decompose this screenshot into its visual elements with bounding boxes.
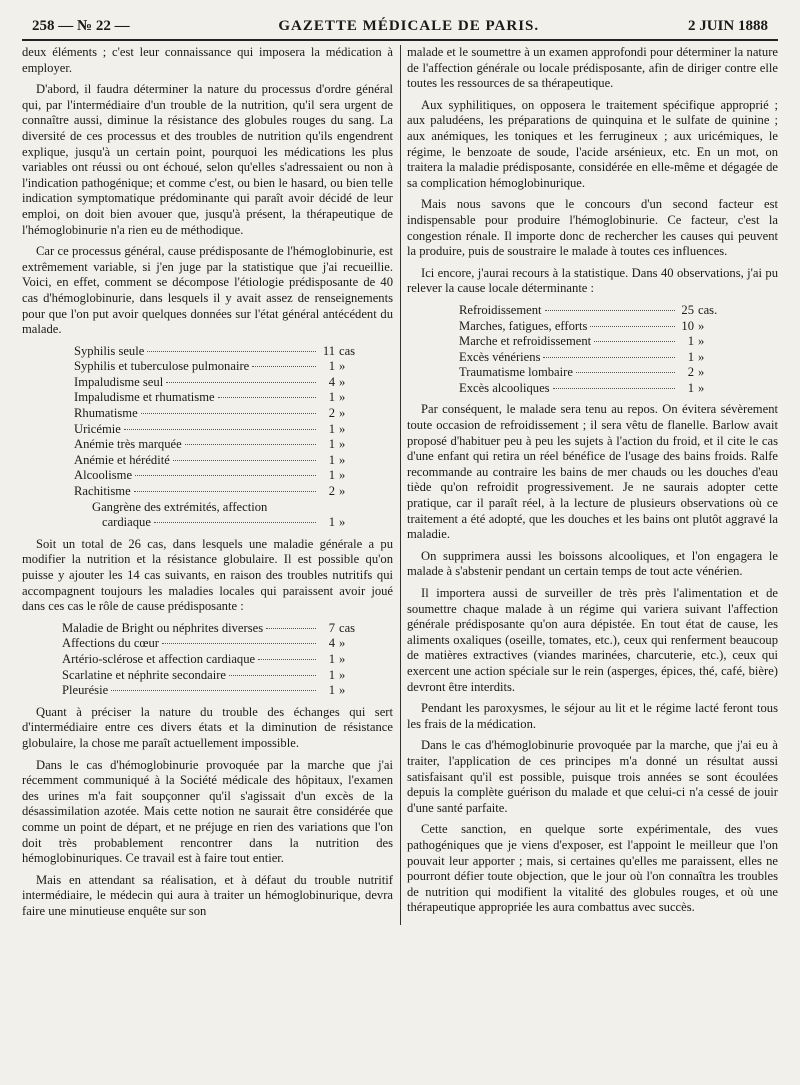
paragraph: malade et le soumettre à un examen approfondi pour déterminer la nature de l'affection générale ou locale prédisposante, afin de diriger contre elle toutes les ressources de sa thérapeutique. (407, 45, 778, 91)
row-label: Artério-sclérose et affection cardiaque (62, 651, 256, 666)
paragraph: Par conséquent, le malade sera tenu au repos. On évitera sévèrement toute occasion de refroidissement ; il sera vêtu de flanelle. Barlow avait proposé d'habituer peu à peu les sujets à l'action du froid, et il cite le cas d'une enfant qui retira un réel bénéfice de l'usage des bains froids. Ralfe recommande au contraire les bains de mer chauds ou les douches d'eau tiède qu'on refroidit progressivement. Je ne saurais adopter cette pratique, car il paraît réel, à la lecture de plusieurs observations où ce traitement a été adopté, que les douches et les bains ont plutôt aggravé la maladie. (407, 402, 778, 542)
row-unit: » (339, 406, 346, 421)
row-unit: » (339, 683, 346, 698)
row-unit: cas (339, 620, 356, 635)
row-label: Anémie et hérédité (74, 452, 170, 467)
right-column (407, 45, 778, 925)
table-row (459, 365, 728, 381)
paragraph: deux éléments ; c'est leur connaissance qui imposera la médication à employer. (22, 45, 393, 75)
row-unit: cas (339, 343, 356, 358)
row-unit: » (339, 484, 346, 499)
paragraph: Quant à préciser la nature du trouble des échanges qui sert d'intermédiaire entre ces divers états et la diminution de résistance globulaire, la chose me paraît actuellement impossible. (22, 704, 393, 750)
row-label: Syphilis et tuberculose pulmonaire (74, 359, 250, 374)
paragraph: Mais nous savons que le concours d'un second facteur est indispensable pour produire l'hémoglobinurie. Ce facteur, c'est la congestion rénale. Il importe donc de rechercher les causes qui peuvent la produire, puis de soustraire le malade à toutes ces influences. (407, 197, 778, 259)
row-label: Uricémie (74, 421, 121, 436)
dot-leader (173, 460, 316, 461)
row-label: Maladie de Bright ou néphrites diverses (62, 620, 264, 635)
row-unit: » (339, 390, 346, 405)
row-count: 1 (328, 437, 335, 452)
dot-leader (266, 628, 316, 629)
table-row (74, 375, 369, 391)
row-count: 1 (328, 421, 335, 436)
paragraph: Il importera aussi de surveiller de très près l'alimentation et de soumettre chaque malade à un régime qui variera suivant l'affection générale prédisposante qu'on aura dépistée. En tout état de cause, les aliments oxaliques (oseille, tomates, etc.), ceux qui renferment beaucoup de matières extractives (viandes marinées, charcuterie, etc.), ceux qui exercent une action spéciale sur le rein (asperges, épices, thé, café, bière) devront être interdits. (407, 586, 778, 694)
row-label: Impaludisme et rhumatisme (74, 390, 215, 405)
table-row (74, 500, 369, 516)
dot-leader (134, 491, 316, 492)
row-count: 11 (322, 343, 335, 358)
table-row (74, 406, 369, 422)
row-count: 1 (328, 667, 335, 682)
left-column (22, 45, 393, 925)
row-count: 2 (687, 365, 694, 380)
predisposing-causes-table (22, 344, 393, 531)
local-diseases-table (22, 621, 393, 699)
row-count: 25 (681, 302, 694, 317)
table-row (74, 344, 369, 360)
row-label: Anémie très marquée (74, 437, 182, 452)
paragraph: Pendant les paroxysmes, le séjour au lit et le régime lacté feront tous les frais de la médication. (407, 701, 778, 731)
row-unit: » (698, 334, 705, 349)
row-label: Affections du cœur (62, 636, 159, 651)
row-count: 1 (328, 468, 335, 483)
row-unit: » (339, 651, 346, 666)
row-unit: » (339, 667, 346, 682)
row-label: cardiaque (102, 515, 151, 530)
row-count: 1 (328, 515, 335, 530)
determining-causes-table (407, 303, 778, 397)
paragraph: Mais en attendant sa réalisation, et à défaut du trouble nutritif intermédiaire, le médecin qui aura à traiter un hémoglobinurique, devra faire une minutieuse enquête sur son (22, 872, 393, 918)
table-row (62, 683, 369, 699)
row-count: 7 (328, 620, 335, 635)
row-count: 1 (328, 390, 335, 405)
paragraph: Dans le cas d'hémoglobinurie provoquée par la marche que j'ai récemment communiqué à la Société médicale des hôpitaux, l'examen des urines m'a fait soupçonner qu'il s'agissait d'un excès de la désassimilation azotée. Mais cette notion ne saurait être considérée que comme un point de départ, et ne préjuge en rien des variations que l'on doit très probablement rencontrer dans la nutrition des hémoglobinuriques. Ce travail est à faire tout entier. (22, 757, 393, 866)
row-count: 1 (328, 359, 335, 374)
dot-leader (166, 382, 316, 383)
dot-leader (154, 522, 316, 523)
row-count: 1 (687, 349, 694, 364)
row-label: Alcoolisme (74, 468, 133, 483)
row-unit: cas. (698, 302, 718, 317)
paragraph: D'abord, il faudra déterminer la nature du processus d'ordre général qui, par l'intermédiaire d'un trouble de la nutrition, qu'il sera urgent de connaître aussi, diminue la résistance des globules rouges du sang. La diversité de ces processus et des troubles de nutrition qu'ils engendrent explique, jusqu'à un certain point, pourquoi les médications les plus variables ont réussi ou ont échoué, selon qu'elles s'adressaient ou non à l'indication pathogénique; et comme c'est, ou bien le hasard, ou bien telle indication symptomatique prédominante qui paraît avoir décidé de leur emploi, on doit bien avouer que, jusqu'à présent, la thérapeutique de l'hémoglobinurie n'a rien eu de méthodique. (22, 82, 393, 237)
row-count: 4 (328, 636, 335, 651)
row-unit: » (698, 380, 705, 395)
dot-leader (111, 690, 316, 691)
table-row (74, 453, 369, 469)
row-unit: » (339, 421, 346, 436)
row-count: 1 (328, 683, 335, 698)
row-count: 1 (328, 651, 335, 666)
table-row (74, 359, 369, 375)
paragraph: Cette sanction, en quelque sorte expérimentale, des vues pathogéniques que je viens d'exposer, est l'appoint le meilleur que l'on pouvait leur apporter ; mais, si certaines qu'elles me paraissent, elles ne pourront défier toute objection, que le jour où l'on connaîtra les troubles de nutrition qui modifient la vitalité des globules rouges, et où une thérapeutique appropriée les aura combattus avec succès. (407, 822, 778, 915)
table-row (74, 468, 369, 484)
row-label: Impaludisme seul (74, 374, 164, 389)
table-row (459, 303, 728, 319)
row-unit: » (339, 452, 346, 467)
issue-date: 2 JUIN 1888 (687, 18, 768, 34)
row-label: Refroidissement (459, 302, 542, 317)
row-count: 2 (328, 484, 335, 499)
row-label: Syphilis seule (74, 343, 145, 358)
dot-leader (147, 351, 316, 352)
table-row (459, 319, 728, 335)
dot-leader (258, 659, 316, 660)
row-label: Rachitisme (74, 484, 131, 499)
table-row (74, 390, 369, 406)
dot-leader (252, 366, 316, 367)
paragraph: Ici encore, j'aurai recours à la statistique. Dans 40 observations, j'ai pu relever la cause locale déterminante : (407, 265, 778, 296)
dot-leader (594, 341, 675, 342)
row-unit: » (698, 365, 705, 380)
dot-leader (218, 397, 316, 398)
table-row (62, 636, 369, 652)
row-label: Excès alcooliques (459, 380, 550, 395)
page-number: 258 — № 22 — (32, 18, 130, 34)
row-count: 10 (681, 318, 694, 333)
page-header (22, 18, 778, 41)
table-row (74, 422, 369, 438)
table-row (74, 515, 369, 531)
paragraph: Dans le cas d'hémoglobinurie provoquée par la marche, que j'ai eu à traiter, l'application de ces principes m'a donné un résultat aussi satisfaisant qu'il est possible, puisque trois années se sont écoulées depuis la complète guérison du malade et que celui-ci n'a cessé de jouir d'une santé parfaite. (407, 738, 778, 815)
dot-leader (590, 326, 675, 327)
row-unit: » (698, 318, 705, 333)
paragraph: On supprimera aussi les boissons alcooliques, et l'on engagera le malade à s'abstenir pendant un certain temps de tout acte vénérien. (407, 548, 778, 579)
row-count: 1 (328, 452, 335, 467)
dot-leader (162, 643, 316, 644)
row-unit: » (339, 515, 346, 530)
table-row (62, 621, 369, 637)
table-row (459, 350, 728, 366)
table-row (74, 437, 369, 453)
dot-leader (545, 310, 675, 311)
row-count: 4 (328, 374, 335, 389)
dot-leader (229, 675, 316, 676)
dot-leader (141, 413, 316, 414)
row-label: Gangrène des extrémités, affection (92, 499, 268, 514)
row-unit: » (339, 636, 346, 651)
dot-leader (185, 444, 316, 445)
two-column-body (22, 45, 778, 925)
row-unit: » (339, 437, 346, 452)
dot-leader (135, 475, 316, 476)
row-label: Scarlatine et néphrite secondaire (62, 667, 226, 682)
row-count: 2 (328, 406, 335, 421)
row-label: Traumatisme lombaire (459, 365, 573, 380)
row-count: 1 (687, 334, 694, 349)
dot-leader (576, 372, 675, 373)
row-unit: » (339, 468, 346, 483)
table-row (62, 652, 369, 668)
table-row (459, 334, 728, 350)
row-label: Marches, fatigues, efforts (459, 318, 588, 333)
paragraph: Car ce processus général, cause prédisposante de l'hémoglobinurie, est extrêmement variable, si j'en juge par la statistique que j'ai recueillie. Voici, en effet, comment se décompose l'étiologie prédisposante de 40 cas d'hémoglobinurie, dans lesquels il y avait assez de renseignements pour que l'on put avoir quelques données sur l'état général antécédent du malade. (22, 244, 393, 337)
table-row (74, 484, 369, 500)
paragraph: Aux syphilitiques, on opposera le traitement spécifique approprié ; aux paludéens, les préparations de quinquina et le sulfate de quinine ; aux anémiques, les toniques et les ferrugineux ; aux uricémiques, le régime, le benzoate de soude, l'acide arsénieux, etc. En un mot, on traitera la maladie prédisposante, considérée en elle-même et dégagée de sa complication hémoglobinurique. (407, 97, 778, 190)
table-row (459, 381, 728, 397)
row-count: 1 (687, 380, 694, 395)
row-label: Rhumatisme (74, 406, 138, 421)
row-unit: » (698, 349, 705, 364)
paragraph: Soit un total de 26 cas, dans lesquels une maladie générale a pu modifier la nutrition et la résistance globulaire. Il est possible qu'on puisse y ajouter les 14 cas suivants, en raison des troubles nutritifs qui accompagnent toujours les maladies locales qui paraissent avoir joué dans ces cas le rôle de cause prédisposante : (22, 536, 393, 614)
row-unit: » (339, 359, 346, 374)
dot-leader (124, 429, 316, 430)
publication-title: GAZETTE MÉDICALE DE PARIS. (278, 18, 540, 34)
column-divider (400, 45, 401, 925)
table-row (62, 668, 369, 684)
row-label: Marche et refroidissement (459, 334, 592, 349)
dot-leader (553, 388, 675, 389)
row-label: Excès vénériens (459, 349, 541, 364)
dot-leader (543, 357, 675, 358)
row-unit: » (339, 374, 346, 389)
row-label: Pleurésie (62, 683, 109, 698)
